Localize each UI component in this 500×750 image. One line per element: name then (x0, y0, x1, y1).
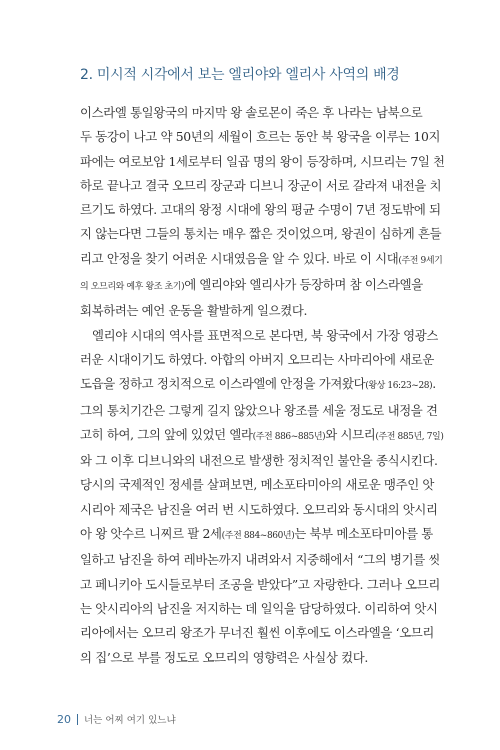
text-line: 리아에서는 오므리 왕조가 무너진 훨씬 이후에도 이스라엘을 ‘오므리 (80, 625, 435, 641)
text-line: 는 앗시리아의 남진을 저지하는 데 일익을 담당하였다. 이리하여 앗시 (80, 600, 438, 616)
text-line: 그의 통치기간은 그렇게 길지 않았으나 왕조를 세울 정도로 내정을 견 (80, 402, 438, 418)
text-line: 리고 안정을 찾기 어려운 시대였음을 알 수 있다. 바로 이 시대(주전 9세기 (80, 250, 443, 266)
section-heading: 2. 미시적 시각에서 보는 엘리야와 엘리사 사역의 배경 (80, 67, 400, 83)
text-line: 파에는 여로보암 1세로부터 일곱 명의 왕이 등장하며, 시므리는 7일 천 (80, 153, 445, 169)
text-line: 고 페니키아 도시들로부터 조공을 받았다”고 자랑한다. 그러나 오므리 (80, 576, 441, 592)
text-line: 아 왕 앗수르 니찌르 팔 2세(주전 884~860년)는 북부 메소포타미아를 통 (80, 526, 433, 542)
text-line: 고히 하여, 그의 앞에 있었던 엘라(주전 886~885년)와 시므리(주전 885년, 7일) (80, 426, 444, 442)
body-text (80, 101, 445, 670)
text-line: 회복하려는 예언 운동을 활발하게 일으켰다. (80, 303, 308, 319)
text-line: 시리아 제국은 남진을 여러 번 시도하였다. 오므리와 동시대의 앗시리 (80, 501, 438, 517)
citation-note: (왕상 16:23~28) (365, 381, 433, 392)
citation-note: (주전 884~860년) (221, 531, 295, 542)
text-line: 와 그 이후 디브니와의 내전으로 발생한 정치적인 불안을 종식시킨다. (80, 453, 438, 469)
citation-note: (주전 886~885년) (252, 431, 326, 442)
text-line: 러운 시대이기도 하였다. 아합의 아버지 오므리는 사마리아에 새로운 (80, 351, 435, 367)
citation-note: (주전 9세기 (398, 255, 443, 266)
citation-note: (주전 885년, 7일) (375, 431, 444, 442)
running-title: 너는 어찌 여기 있느냐 (84, 715, 176, 726)
text-line: 의 집’으로 부를 정도로 오므리의 영향력은 사실상 컸다. (80, 649, 368, 665)
page-footer (57, 712, 176, 726)
citation-note: 의 오므리와 예후 왕조 초기) (80, 282, 185, 293)
text-line: 도읍을 정하고 정치적으로 이스라엘에 안정을 가져왔다(왕상 16:23~28). (80, 376, 436, 392)
footer-divider (77, 714, 78, 725)
text-line: 의 오므리와 예후 왕조 초기)에 엘리야와 엘리사가 등장하며 참 이스라엘을 (80, 277, 423, 293)
text-line: 엘리야 시대의 역사를 표면적으로 본다면, 북 왕국에서 가장 영광스 (92, 327, 439, 343)
text-line: 지 않는다면 그들의 통치는 매우 짧은 것이었으며, 왕권이 심하게 흔들 (80, 226, 442, 242)
text-line: 일하고 남진을 하여 레바논까지 내려와서 지중해에서 “그의 병기를 씻 (80, 552, 441, 568)
text-line: 당시의 국제적인 정세를 살펴보면, 메소포타미아의 새로운 맹주인 앗 (80, 477, 435, 493)
text-line: 르기도 하였다. 고대의 왕정 시대에 왕의 평균 수명이 7년 정도밖에 되 (80, 202, 441, 218)
page-number: 20 (57, 712, 71, 726)
text-line: 두 동강이 나고 약 50년의 세월이 흐르는 동안 북 왕국을 이루는 10지 (80, 129, 441, 145)
text-line: 이스라엘 통일왕국의 마지막 왕 솔로몬이 죽은 후 나라는 남북으로 (80, 105, 423, 120)
text-line: 하로 끝나고 결국 오므리 장군과 디브니 장군이 서로 갈라져 내전을 치 (80, 177, 442, 193)
